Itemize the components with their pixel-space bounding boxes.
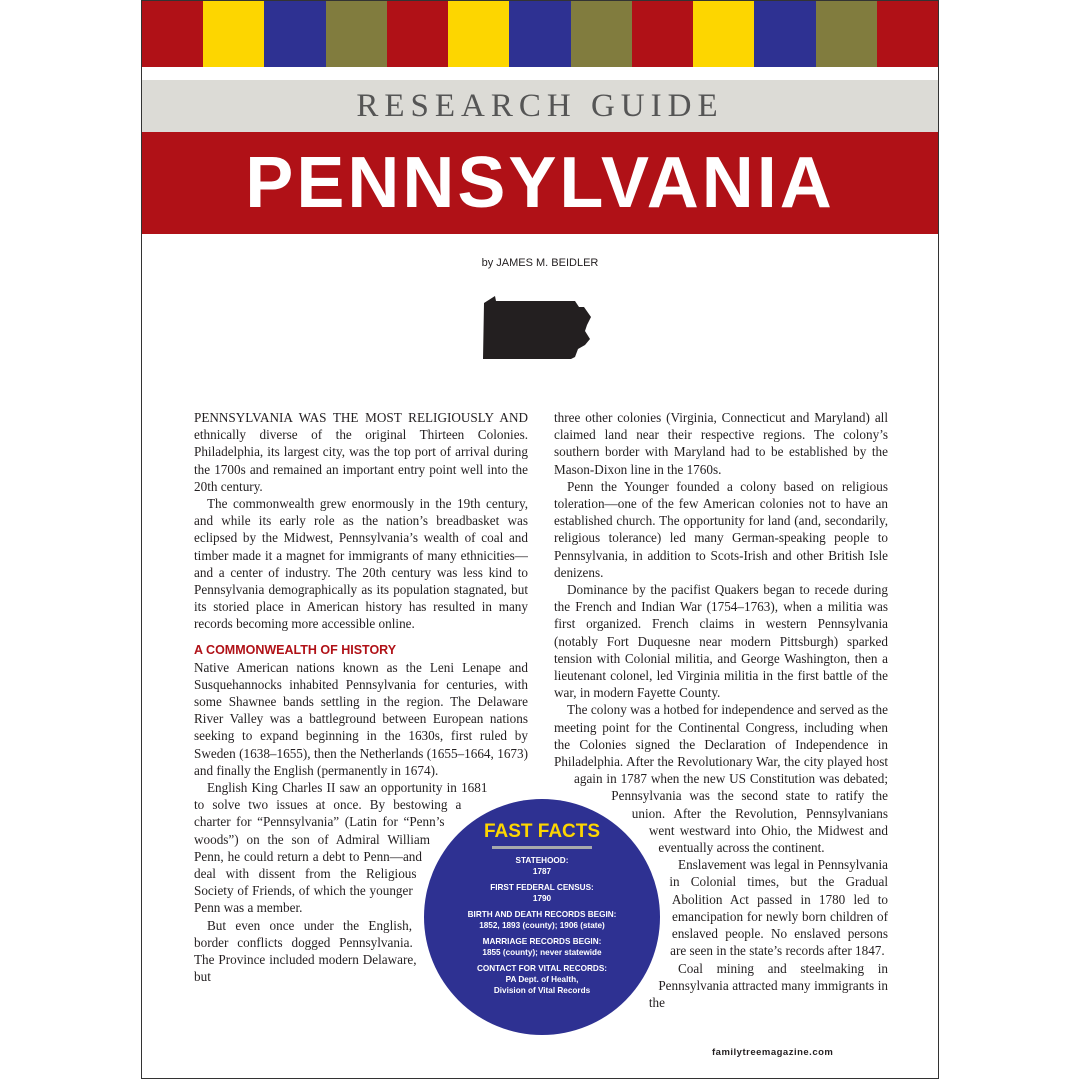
fact-label: MARRIAGE RECORDS BEGIN: <box>482 937 602 946</box>
fact-label: FIRST FEDERAL CENSUS: <box>490 883 594 892</box>
color-stripe <box>326 1 387 67</box>
divider <box>492 846 592 849</box>
pennsylvania-map-icon <box>481 295 593 361</box>
color-stripe <box>571 1 632 67</box>
color-stripe <box>203 1 264 67</box>
article-paragraph: Native American nations known as the Leni Lenape and Susquehannocks inhabited Pennsylvania for centuries, with some Shawnee bands settling in the region. The Delaware River Valley was a battleground between European nations seeking to expand beginning in the 1630s, first ruled by Sweden (1638–1655), then the Netherlands (1655–1664, 1673) and finally the English (permanently in 1674). <box>194 659 528 778</box>
color-stripe <box>816 1 877 67</box>
fact-value: PA Dept. of Health, <box>505 975 579 984</box>
fact-value: 1787 <box>532 867 552 876</box>
article-paragraph: But even once under the English, border conflicts dogged Pennsylvania. The Province included modern Delaware, but <box>194 917 417 985</box>
color-stripe <box>142 1 203 67</box>
color-stripe <box>632 1 693 67</box>
color-stripe <box>877 1 938 67</box>
fact-value: 1855 (county); never statewide <box>482 948 602 957</box>
fact-label: BIRTH AND DEATH RECORDS BEGIN: <box>467 910 617 919</box>
article-paragraph: Coal mining and steelmaking in Pennsylvania attracted many immigrants in the <box>648 960 888 1010</box>
color-stripe <box>754 1 815 67</box>
color-stripe-banner <box>142 1 938 67</box>
article-paragraph: PENNSYLVANIA WAS THE MOST RELIGIOUSLY AND ethnically diverse of the original Thirteen Colonies. Philadelphia, its largest city, was the top port of arrival during the 1700s and remained an important entry point well into the 20th century. <box>194 410 528 494</box>
article-paragraph: Dominance by the pacifist Quakers began to recede during the French and Indian War (1754–1763), when a militia was first organized. French claims in western Pennsylvania (notably Fort Duquesne near modern Pittsburgh) sparked tension with Colonial militia, and George Washington, then a lieutenant colonel, led Virginia militia in the first battle of the war, in modern Fayette County. <box>554 582 888 701</box>
color-stripe <box>693 1 754 67</box>
section-heading: A COMMONWEALTH OF HISTORY <box>194 642 397 657</box>
article-paragraph: The colony was a hotbed for independence and served as the meeting point for the Continental Congress, including when the Colonies signed the Declaration of Independence in Philadelphia. After the Revolutionary War, the city played host again in 1787 when the new US Constitution was debated; Pennsylvania was the second state to ratify the union. After the Revolution, Pennsylvanians went westward into Ohio, the Midwest and eventually across the continent. <box>554 702 888 856</box>
fact-birth-death <box>424 909 660 931</box>
article-paragraph: The commonwealth grew enormously in the 19th century, and while its early role as the nation’s breadbasket was eclipsed by the Midwest, Pennsylvania’s wealth of coal and timber made it a magnet for immigrants of many ethnicities—and a center of industry. The 20th century was less kind to Pennsylvania demographically as its population stagnated, but its storied place in American history has resulted in many records becoming more accessible online. <box>194 496 528 632</box>
magazine-page <box>141 0 939 1079</box>
fact-contact <box>424 963 660 996</box>
fact-marriage <box>424 936 660 958</box>
color-stripe <box>387 1 448 67</box>
fact-label: STATEHOOD: <box>515 856 569 865</box>
research-guide-kicker: RESEARCH GUIDE <box>142 80 938 132</box>
color-stripe <box>264 1 325 67</box>
fact-label: CONTACT FOR VITAL RECORDS: <box>476 964 608 973</box>
footer-site-link[interactable]: familytreemagazine.com <box>712 1047 834 1058</box>
fast-facts-title: FAST FACTS <box>483 821 601 842</box>
fact-value: 1852, 1893 (county); 1906 (state) <box>479 921 605 930</box>
color-stripe <box>509 1 570 67</box>
byline: by JAMES M. BEIDLER <box>481 257 599 269</box>
fact-value: Division of Vital Records <box>493 986 591 995</box>
page-title: PENNSYLVANIA <box>142 132 938 234</box>
article-paragraph: Penn the Younger founded a colony based on religious toleration—one of the few American colonies not to have an established church. The opportunity for land (and, secondarily, religious tolerance) led many German-speaking people to Pennsylvania, in addition to Scots-Irish and other British Isle denizens. <box>554 478 888 580</box>
fact-value: 1790 <box>532 894 552 903</box>
fast-facts-circle <box>424 799 660 1035</box>
fact-census <box>424 882 660 904</box>
article-paragraph: three other colonies (Virginia, Connecticut and Maryland) all claimed land near their respective regions. The colony’s southern border with Maryland had to be established by the Mason-Dixon line in the 1760s. <box>554 410 888 477</box>
color-stripe <box>448 1 509 67</box>
article-paragraph: English King Charles II saw an opportunity in 1681 to solve two issues at once. By bestowing a charter for “Pennsylvania” (Latin for “Penn’s woods”) on the son of Admiral William Penn, he could return a debt to Penn—and deal with dissent from the Religious Society of Friends, of which the younger Penn was a member. <box>194 780 488 916</box>
fact-statehood <box>424 855 660 877</box>
article-paragraph: Enslavement was legal in Pennsylvania in Colonial times, but the Gradual Abolition Act passed in 1780 led to emancipation for newly born children of enslaved people. No enslaved persons are seen in the state’s records after 1847. <box>669 857 888 959</box>
